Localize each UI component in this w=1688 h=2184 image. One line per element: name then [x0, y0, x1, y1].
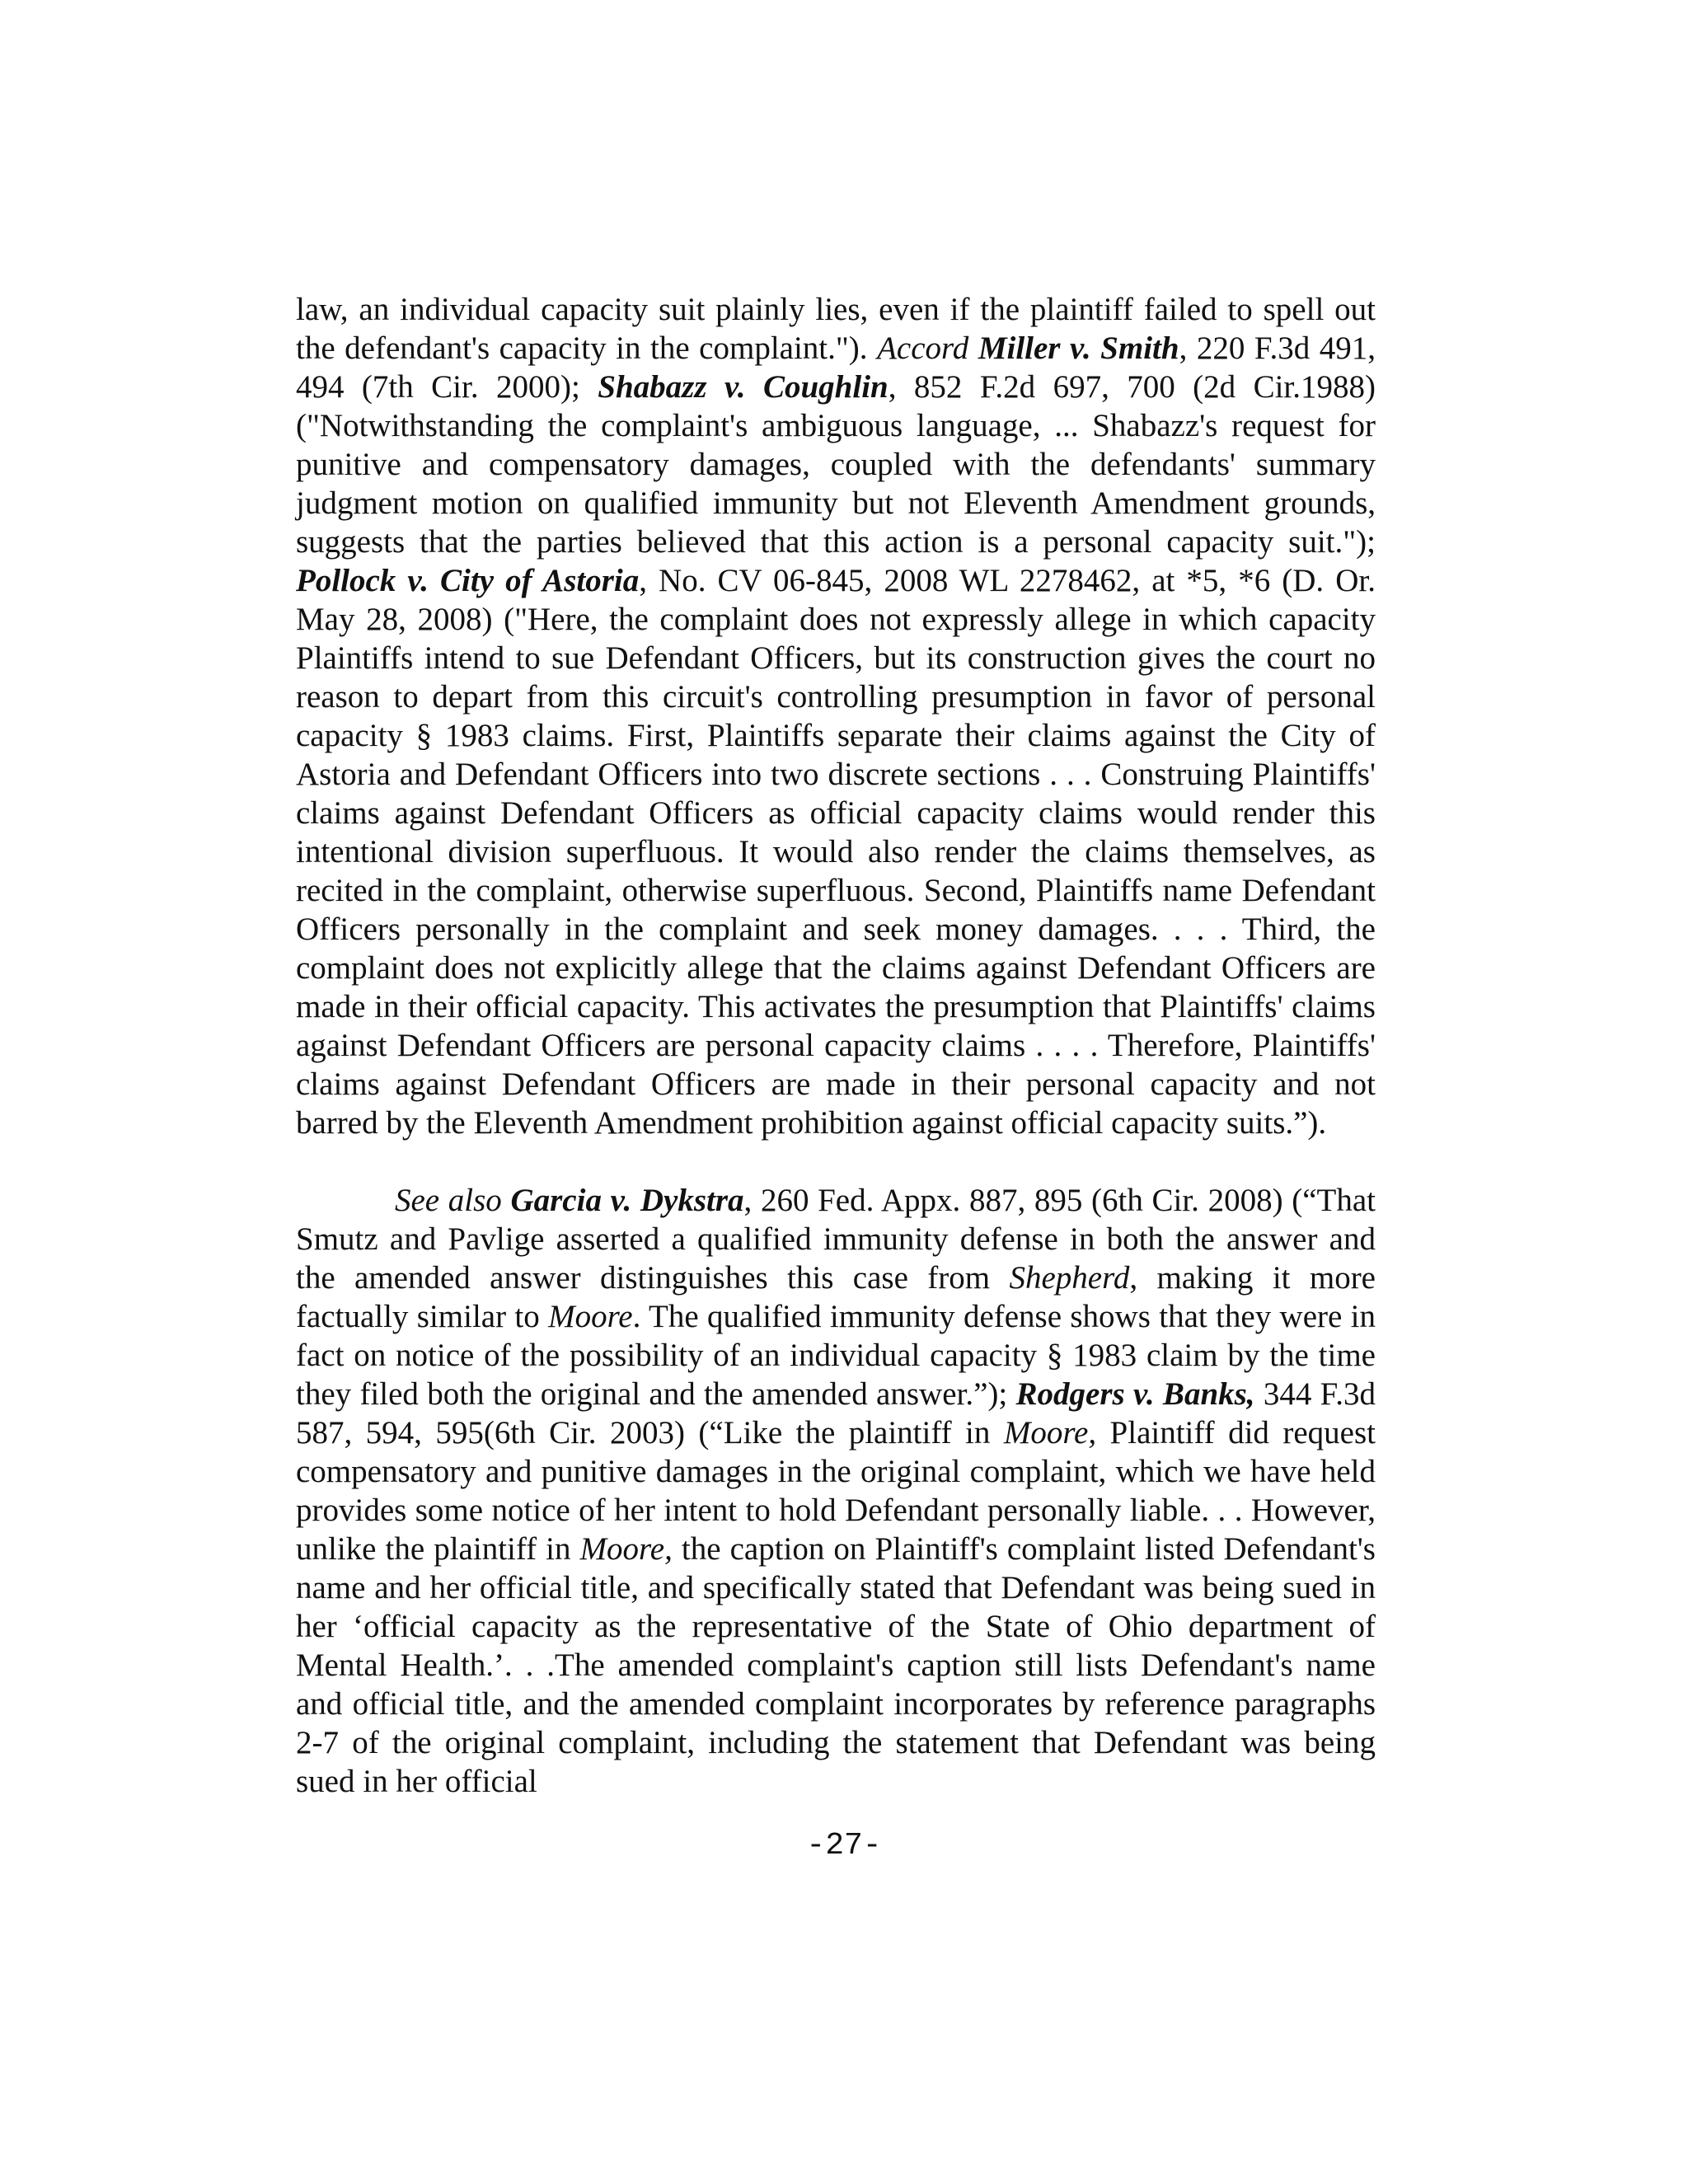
case-name-shabazz: Shabazz v. Coughlin	[598, 369, 889, 405]
text-run: , 220 F.3d 491, 494 (7th Cir. 2000);	[296, 330, 1376, 405]
signal-see-also: See also	[395, 1183, 511, 1218]
signal-accord: Accord	[877, 330, 978, 366]
paragraph-1	[296, 290, 1376, 1142]
text-run: , 260 Fed. Appx. 887, 895 (6th Cir. 2008) (“That Smutz and Pavlige asserted a qualified immunity defense in both the answer and the amended answer distinguishes this case from	[296, 1183, 1376, 1296]
text-run: , 852 F.2d 697, 700 (2d Cir.1988) ("Notwithstanding the complaint's ambiguous language, ... Shabazz's request for punitive and compensatory damages, coupled with the defendants' summary judgment motion on qualified immunity but not Eleventh Amendment grounds, suggests that the parties believed that this action is a personal capacity suit.");	[296, 369, 1376, 560]
case-name-garcia: Garcia v. Dykstra	[510, 1183, 744, 1218]
text-run: Plaintiff did request compensatory and punitive damages in the original complaint, which we have held provides some notice of her intent to hold Defendant personally liable. . . However, unlike the plaintiff in	[296, 1415, 1376, 1567]
case-ref-shepherd: Shepherd	[1009, 1260, 1130, 1296]
text-run: the caption on Plaintiff's complaint listed Defendant's name and her official title, and specifically stated that Defendant was being sued in her ‘official capacity as the representative of the State of Ohio department of Mental Health.’. . .The amended complaint's caption still lists Defendant's name and official title, and the amended complaint incorporates by reference paragraphs 2-7 of the original complaint, including the statement that Defendant was being sued in her official	[296, 1531, 1376, 1799]
text-run: . The qualified immunity defense shows that they were in fact on notice of the possibility of an individual capacity § 1983 claim by the time they filed both the original and the amended answer.”);	[296, 1299, 1376, 1412]
case-name-miller: Miller v. Smith	[978, 330, 1179, 366]
case-ref-moore: Moore,	[1003, 1415, 1097, 1451]
case-ref-moore: Moore	[548, 1299, 633, 1334]
text-run: law, an individual capacity suit plainly lies, even if the plaintiff failed to spell out the defendant's capacity in the complaint.").	[296, 292, 1376, 366]
text-run: 344 F.3d 587, 594, 595(6th Cir. 2003) (“Like the plaintiff in	[296, 1376, 1376, 1451]
case-name-pollock: Pollock v. City of Astoria	[296, 563, 640, 598]
page-number: -27-	[806, 1828, 882, 1863]
body-text	[296, 290, 1376, 1801]
text-run: , No. CV 06-845, 2008 WL 2278462, at *5, *6 (D. Or. May 28, 2008) ("Here, the complaint does not expressly allege in which capacity Plaintiffs intend to sue Defendant Officers, but its construction gives the court no reason to depart from this circuit's controlling presumption in favor of personal capacity § 1983 claims. First, Plaintiffs separate their claims against the City of Astoria and Defendant Officers into two discrete sections . . . Construing Plaintiffs' claims against Defendant Officers as official capacity claims would render this intentional division superfluous. It would also render the claims themselves, as recited in the complaint, otherwise superfluous. Second, Plaintiffs name Defendant Officers personally in the complaint and seek money damages. . . . Third, the complaint does not explicitly allege that the claims against Defendant Officers are made in their official capacity. This activates the presumption that Plaintiffs' claims against Defendant Officers are personal capacity claims . . . . Therefore, Plaintiffs' claims against Defendant Officers are made in their personal capacity and not barred by the Eleventh Amendment prohibition against official capacity suits.”).	[296, 563, 1376, 1141]
case-ref-moore: Moore,	[579, 1531, 673, 1567]
text-run: , making it more factually similar to	[296, 1260, 1376, 1334]
case-name-rodgers: Rodgers v. Banks,	[1015, 1376, 1255, 1412]
paragraph-2	[296, 1181, 1376, 1801]
